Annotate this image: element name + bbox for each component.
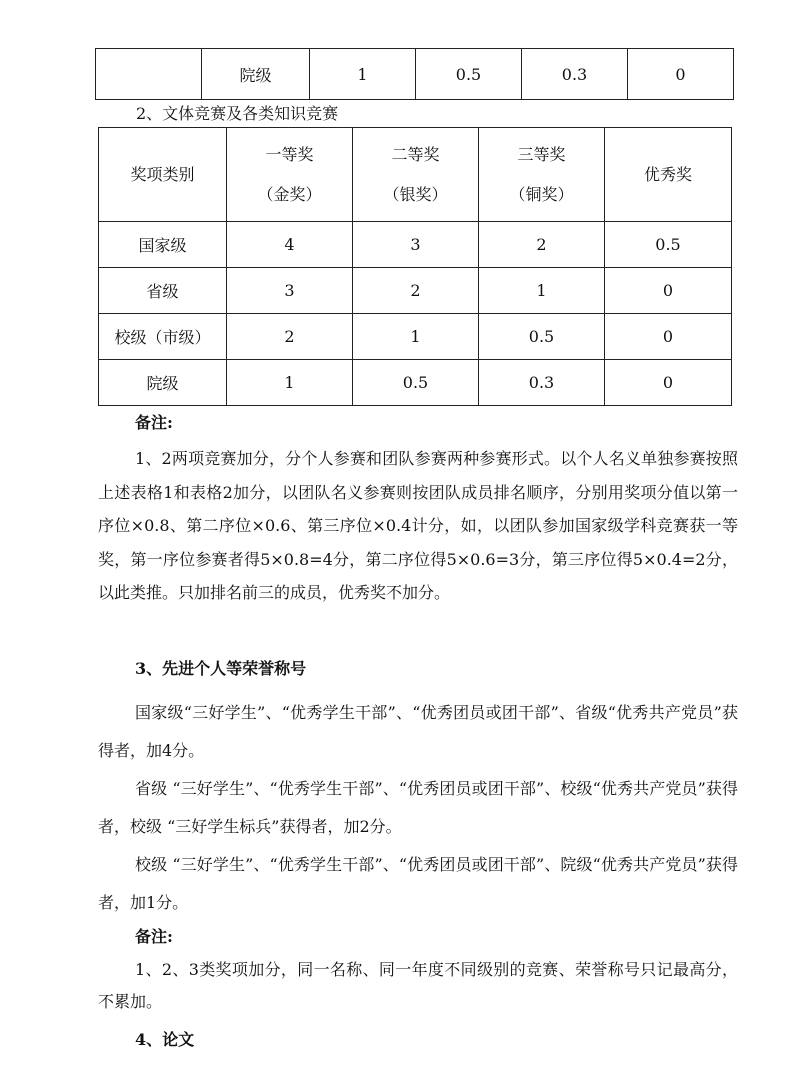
table-cell: 1	[353, 314, 479, 360]
table-cell: 0	[605, 360, 732, 406]
paragraph-provincial-honors: 省级 “三好学生”、“优秀学生干部”、“优秀团员或团干部”、校级“优秀共产党员”获得者，校级 “三好学生标兵”获得者，加2分。	[98, 779, 738, 836]
table-header-row	[99, 128, 732, 222]
table-row	[99, 360, 732, 406]
table-cell: 2	[227, 314, 353, 360]
table-cell: 省级	[99, 268, 227, 314]
section-2-title: 2、文体竞赛及各类知识竞赛	[136, 104, 339, 123]
section-4-title: 4、论文	[135, 1030, 195, 1049]
paragraph-national-honors: 国家级“三好学生”、“优秀学生干部”、“优秀团员或团干部”、省级“优秀共产党员”获得者，加4分。	[98, 703, 738, 760]
table-cell: 3	[353, 222, 479, 268]
table-cell: 0	[605, 268, 732, 314]
table-cell: 院级	[202, 49, 310, 100]
header-cell-first-prize: 一等奖 （金奖）	[227, 128, 353, 222]
table-cell: 0.5	[605, 222, 732, 268]
table-cell: 0.3	[479, 360, 605, 406]
previous-table-tail	[95, 48, 734, 100]
note-1-text: 1、2两项竞赛加分，分个人参赛和团队参赛两种参赛形式。以个人名义单独参赛按照上述表格1和表格2加分，以团队名义参赛则按团队成员排名顺序，分别用奖项分值以第一序位×0.8、第二序位×0.6、第三序位×0.4计分，如，以团队参加国家级学科竞赛获一等奖，第一序位参赛者得5×0.8=4分，第二序位得5×0.6=3分，第三序位得5×0.4=2分，以此类推。只加排名前三的成员，优秀奖不加分。	[98, 449, 738, 602]
table-cell: 0	[628, 49, 734, 100]
table-cell: 0.5	[353, 360, 479, 406]
table-cell: 2	[479, 222, 605, 268]
table-cell: 0.3	[522, 49, 628, 100]
note-2-text: 1、2、3类奖项加分，同一名称、同一年度不同级别的竞赛、荣誉称号只记最高分，不累加。	[98, 960, 738, 1011]
table-row	[99, 314, 732, 360]
table-cell: 2	[353, 268, 479, 314]
table-cell: 国家级	[99, 222, 227, 268]
table-cell: 0.5	[416, 49, 522, 100]
table-cell: 院级	[99, 360, 227, 406]
table-cell	[96, 49, 202, 100]
table-cell: 1	[479, 268, 605, 314]
paragraph-school-honors: 校级 “三好学生”、“优秀学生干部”、“优秀团员或团干部”、院级“优秀共产党员”获得者，加1分。	[98, 855, 738, 912]
note-2-label: 备注:	[135, 927, 173, 946]
header-cell-category: 奖项类别	[99, 128, 227, 222]
competition-award-table	[98, 127, 732, 406]
table-cell: 校级（市级）	[99, 314, 227, 360]
table-cell: 4	[227, 222, 353, 268]
table-cell: 0.5	[479, 314, 605, 360]
header-cell-third-prize: 三等奖 （铜奖）	[479, 128, 605, 222]
table-cell: 3	[227, 268, 353, 314]
table-cell: 1	[227, 360, 353, 406]
section-3-title: 3、先进个人等荣誉称号	[135, 659, 307, 678]
table-cell: 0	[605, 314, 732, 360]
header-cell-excellence: 优秀奖	[605, 128, 732, 222]
note-1-label: 备注:	[135, 413, 173, 432]
table-row	[99, 222, 732, 268]
table-cell: 1	[310, 49, 416, 100]
table-row	[96, 49, 734, 100]
header-cell-second-prize: 二等奖 （银奖）	[353, 128, 479, 222]
table-row	[99, 268, 732, 314]
